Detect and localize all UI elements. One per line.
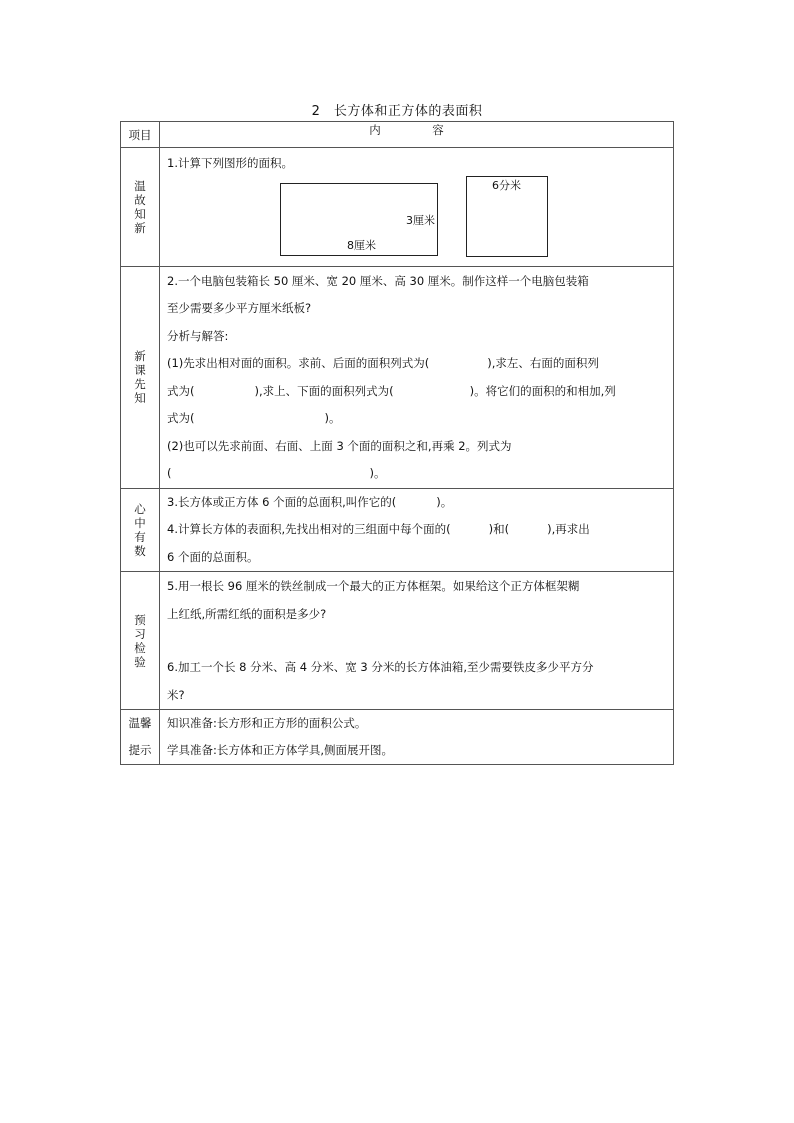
answer-2-text-a: ( — [167, 466, 172, 480]
answer-1-text-f: 式为( — [167, 411, 195, 425]
label-key-points — [121, 488, 160, 572]
label-key-points-text: 心中有数 — [134, 501, 146, 558]
figure-area — [160, 178, 673, 266]
question-5-line-2: 上红纸,所需红纸的面积是多少? — [167, 606, 327, 621]
row-tips — [121, 710, 674, 765]
answer-space[interactable] — [167, 628, 665, 654]
rectangle-figure — [280, 183, 438, 256]
tip-tools: 学具准备:长方体和正方体学具,侧面展开图。 — [167, 743, 394, 757]
answer-2-text-b: )。 — [369, 466, 386, 480]
label-new-lesson — [121, 266, 160, 488]
answer-2-line-2 — [167, 460, 665, 488]
table-header-row — [121, 122, 674, 148]
question-4-text-b: )和( — [488, 522, 510, 536]
question-3-text-a: 3.长方体或正方体 6 个面的总面积,叫作它的( — [167, 494, 397, 509]
answer-1-line-2 — [167, 378, 665, 406]
worksheet-table — [120, 121, 674, 765]
label-review — [121, 148, 160, 267]
square-side-label: 6分米 — [492, 178, 521, 192]
question-6-line-1: 6.加工一个长 8 分米、高 4 分米、宽 3 分米的长方体油箱,至少需要铁皮多少平方分 — [167, 660, 594, 674]
analysis-heading: 分析与解答: — [167, 328, 229, 343]
question-5-line-1: 5.用一根长 96 厘米的铁丝制成一个最大的正方体框架。如果给这个正方体框架糊 — [167, 579, 580, 593]
row-new-lesson — [121, 266, 674, 488]
answer-1-text-a: (1)先求出相对面的面积。求前、后面的面积列式为( — [167, 356, 430, 370]
answer-1-text-g: )。 — [324, 411, 341, 425]
label-preview — [121, 572, 160, 710]
question-4-text-a: 4.计算长方体的表面积,先找出相对的三组面中每个面的( — [167, 522, 451, 536]
row-review — [121, 148, 674, 267]
label-review-text: 温故知新 — [134, 178, 146, 235]
answer-1-text-e: )。将它们的面积的和相加,列 — [469, 383, 616, 398]
rect-height-label: 3厘米 — [406, 213, 435, 227]
question-2-line-1: 2.一个电脑包装箱长 50 厘米、宽 20 厘米、高 30 厘米。制作这样一个电脑包装箱 — [167, 273, 589, 288]
content-tips — [160, 710, 674, 765]
row-key-points — [121, 488, 674, 572]
question-1: 1.计算下列图形的面积。 — [167, 156, 293, 170]
page-title: 2 长方体和正方体的表面积 — [311, 104, 483, 119]
content-review — [160, 148, 674, 267]
label-tips-line-1: 温馨 — [128, 716, 152, 730]
content-key-points — [160, 488, 674, 572]
question-3 — [167, 489, 665, 517]
label-preview-text: 预习检验 — [134, 612, 146, 669]
label-tips — [121, 710, 160, 765]
label-tips-line-2: 提示 — [128, 743, 152, 757]
answer-1-line-1 — [167, 350, 665, 378]
question-6-line-2: 米? — [167, 687, 185, 702]
header-content: 内 容 — [160, 122, 674, 148]
answer-1-line-3 — [167, 405, 665, 433]
square-figure — [466, 176, 548, 257]
answer-2-line-1: (2)也可以先求前面、右面、上面 3 个面的面积之和,再乘 2。列式为 — [167, 438, 512, 453]
header-item: 项目 — [121, 122, 160, 148]
answer-1-text-d: ),求上、下面的面积列式为( — [254, 383, 394, 398]
tip-knowledge: 知识准备:长方形和正方形的面积公式。 — [167, 716, 367, 730]
content-preview — [160, 572, 674, 710]
rect-width-label: 8厘米 — [347, 238, 376, 252]
question-4-line-1 — [167, 516, 665, 544]
question-4-line-2: 6 个面的总面积。 — [167, 549, 259, 564]
question-2-line-2: 至少需要多少平方厘米纸板? — [167, 301, 312, 315]
answer-1-text-c: 式为( — [167, 383, 195, 398]
row-preview — [121, 572, 674, 710]
content-new-lesson — [160, 266, 674, 488]
label-new-lesson-text: 新课先知 — [134, 349, 146, 405]
answer-1-text-b: ),求左、右面的面积列 — [487, 356, 599, 370]
question-3-text-b: )。 — [436, 494, 453, 509]
question-4-text-c: ),再求出 — [547, 522, 590, 536]
